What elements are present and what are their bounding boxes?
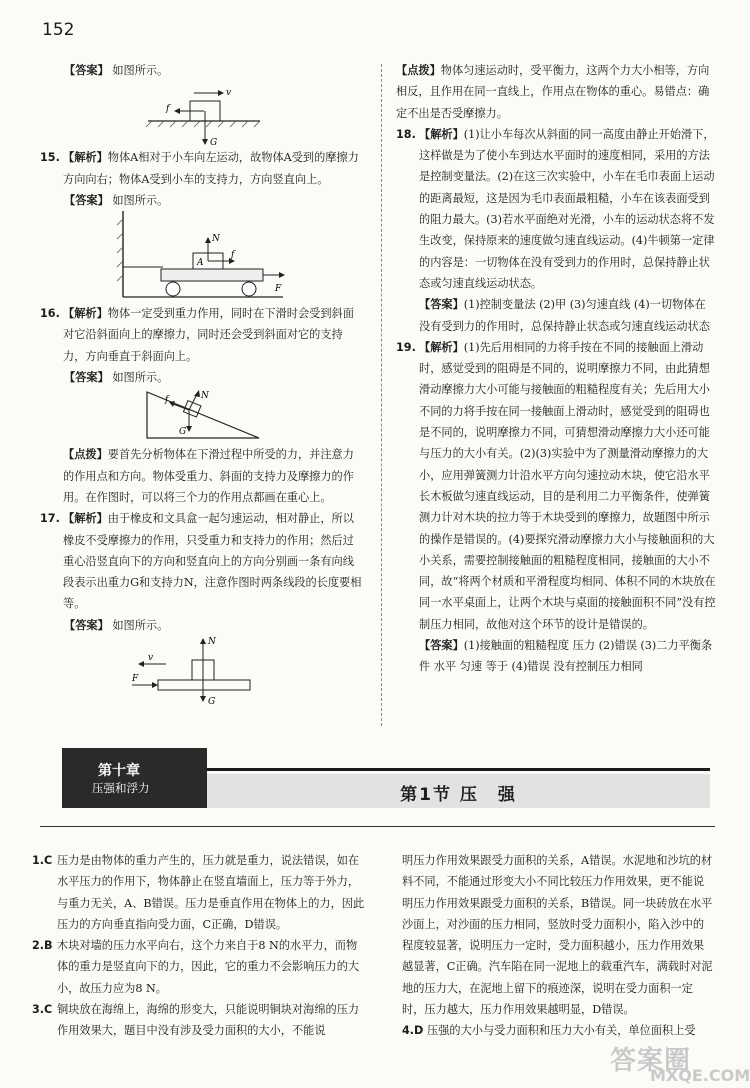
chapter-label: 第十章 压强和浮力 [62,748,207,808]
chapter-banner [62,748,710,810]
tip-17: 【点拨】物体匀速运动时，受平衡力，这两个力大小相等，方向相反，且作用在同一直线上，作用点在物体的重心。易错点：确定不出是否受摩擦力。 [396,64,710,120]
right-column [396,60,716,678]
question-15: 15. 【解析】物体A相对于小车向左运动，故物体A受到的摩擦力方向向右；物体A受到小车的支持力，方向竖直向上。 [40,151,359,186]
tip-16: 【点拨】要首先分析物体在下滑过程中所受的力，并注意力的作用点和方向。物体受重力、斜面的支持力及摩擦力的作用。在作图时，可以将三个力的作用点都画在重心上。 [63,448,354,504]
question-3-continued: 明压力作用效果跟受力面积的关系，A错误。水泥地和沙坑的材料不同，不能通过形变大小不同比较压力作用效果，更不能说明压力作用效果跟受力面积的关系，B错误。同一块砖放在水平沙面上，对沙面的压力相同，竖放时受力面积小，陷入沙中的程度较显著，说明压力一定时，受力面积越小，压力作用效果越显著，C正确。汽车陷在同一泥地上的载重汽车，满载时对泥地的压力大，在泥地上留下的痕迹深，说明在受力面积一定时，压力越大，压力作用效果越明显，D错误。 [402,854,713,1017]
section-divider [40,826,715,827]
answer-19: 【答案】(1)接触面的粗糙程度 压力 (2)错误 (3)二力平衡条件 水平 匀速 等于 (4)错误 没有控制压力相同 [419,639,713,674]
figure-15-cart-forces [113,211,293,303]
question-3: 3.C 铜块放在海绵上，海绵的形变大，只能说明铜块对海绵的压力作用效果大，题目中没有涉及受力面积的大小，不能说 [32,1003,360,1038]
answer-17: 【答案】 如图所示。 [64,618,169,632]
svg-text:N: N [211,234,220,245]
section-header [207,774,710,808]
left-column [40,60,365,708]
figure-16-incline-forces [143,388,263,444]
column-divider [381,64,382,726]
watermark-logo: 答案圈 [610,1046,692,1076]
question-18: 18. 【解析】(1)让小车每次从斜面的同一高度由静止开始滑下，这样做是为了使小车到达水平面时的速度相同，采用的方法是控制变量法。(2)在这三次实验中，小车在毛巾表面上运动的距离最短，这是因为毛巾表面最粗糙，小车在该表面受到的阻力最大。(3)若水平面绝对光滑，小车的运动状态将不发生改变，保持原来的速度做匀速直线运动。(4)牛顿第一定律的内容是：一切物体在没有受到力的作用时，总保持静止状态或匀速直线运动状态。 [396,127,715,290]
answer-15: 【答案】 如图所示。 [64,193,169,207]
svg-text:G: G [209,138,217,148]
svg-text:f: f [230,250,234,261]
svg-text:G: G [207,697,215,708]
svg-text:G: G [178,427,186,438]
svg-text:F: F [131,674,138,685]
question-2: 2.B 木块对墙的压力水平向右，这个力来自于8 N的水平力，而物体的重力是竖直向下的力，因此，它的重力不会影响压力的大小，故压力应为8 N。 [32,939,360,995]
figure-17-eraser-forces [128,636,278,708]
svg-text:N: N [200,391,209,402]
question-4: 4.D 压强的大小与受力面积和压力大小有关，单位面积上受 [402,1024,696,1038]
answer-14: 【答案】 如图所示。 [64,64,169,77]
figure-14-block-forces [138,81,268,147]
question-16: 16. 【解析】物体一定受到重力作用，同时在下滑时会受到斜面对它沿斜面向上的摩擦力，同时还会受到斜面对它的支持力，方向垂直于斜面向上。 [40,307,354,363]
chapter-rule [207,768,710,771]
svg-text:A: A [196,258,203,269]
svg-text:N: N [207,637,216,648]
answer-18: 【答案】(1)控制变量法 (2)甲 (3)匀速直线 (4)一切物体在没有受到力的作用时，总保持静止状态或匀速直线运动状态 [419,298,710,333]
svg-text:v: v [147,653,153,664]
svg-text:f: f [164,395,168,406]
section-title: 第1节 压 强 [400,785,517,805]
svg-text:F: F [274,284,281,295]
question-1: 1.C 压力是由物体的重力产生的，压力就是重力，说法错误，如在水平压力的作用下，物体静止在竖直墙面上，压力等于外力，与重力无关，A、B错误。压力是垂直作用在物体上的力，因此压力的方向垂直指向受力面，C正确，D错误。 [32,854,365,931]
bottom-left-column [32,850,365,1042]
svg-text:f: f [165,104,169,115]
answer-16: 【答案】 如图所示。 [64,371,169,385]
page-number: 152 [42,20,75,40]
question-19: 19. 【解析】(1)先后用相同的力将手按在不同的接触面上滑动时，感觉受到的阻碍是不同的，说明摩擦力不同，由此猜想滑动摩擦力大小可能与接触面的粗糙程度有关；先后用大小不同的力将手按在同一接触面上滑动时，感觉受到的阻碍也是不同的，说明摩擦力不同，可猜想滑动摩擦力大小还可能与压力的大小有关。(2)(3)实验中为了测量滑动摩擦力的大小，应用弹簧测力计沿水平方向匀速拉动木块，使它沿水平长木板做匀速直线运动，目的是利用二力平衡条件，使弹簧测力计对木块的拉力等于木块受到的摩擦力，故题图中所示的操作是错误的。(4)要探究滑动摩擦力大小与接触面积的大小关系，需要控制接触面的粗糙程度相同，接触面的大小不同，故“将两个材质和平滑程度均相同、体积不同的木块放在同一水平桌面上，让两个木块与桌面的接触面积不同”没有控制压力相同，故他对这个环节的设计是错误的。 [396,340,716,631]
svg-text:v: v [225,88,231,99]
bottom-right-column [402,850,714,1042]
watermark-url: MXQE.COM [650,1066,750,1085]
question-17: 17. 【解析】由于橡皮和文具盒一起匀速运动，相对静止，所以橡皮不受摩擦力的作用，只受重力和支持力的作用；然后过重心沿竖直向下的方向和竖直向上的方向分别画一条有向线段表示出重力G和支持力N，注意作图时两条线段的长度要相等。 [40,512,362,611]
